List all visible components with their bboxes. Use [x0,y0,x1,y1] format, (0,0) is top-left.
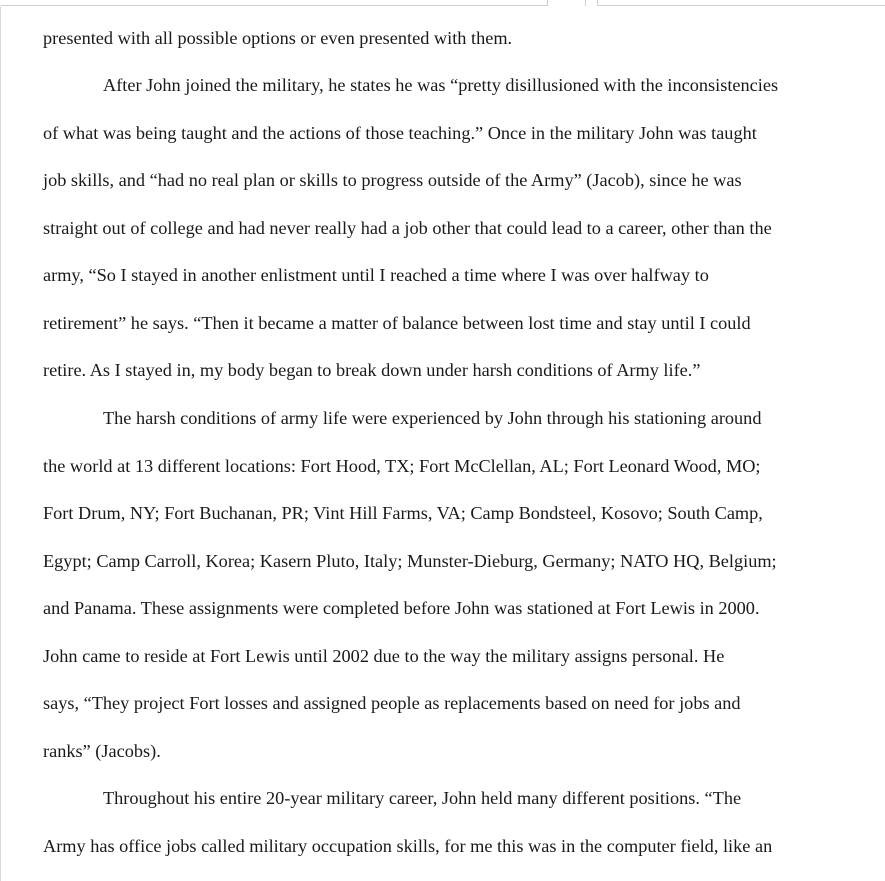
text-line: says, “They project Fort losses and assigned people as replacements based on need for jobs and [43,693,741,713]
text-line: and Panama. These assignments were completed before John was stationed at Fort Lewis in 2000. [43,598,760,618]
paragraph-first-line: After John joined the military, he states he was “pretty disillusioned with the inconsistencies [103,75,779,95]
paragraph-first-line: The harsh conditions of army life were experienced by John through his stationing around [103,408,762,428]
ruler-strip [0,0,885,6]
text-line: ranks” (Jacobs). [43,741,161,761]
text-line: army, “So I stayed in another enlistment until I reached a time where I was over halfway to [43,265,709,285]
text-line: Egypt; Camp Carroll, Korea; Kasern Pluto, Italy; Munster-Dieburg, Germany; NATO HQ, Belgium; [43,551,777,571]
page-left-edge [0,0,1,881]
ruler-tick [547,0,548,6]
ruler-line-right [598,5,885,6]
text-line: presented with all possible options or even presented with them. [43,28,513,48]
paragraph-first-line: Throughout his entire 20-year military career, John held many different positions. “The [103,788,742,808]
ruler-line-left [1,5,547,6]
text-line: retire. As I stayed in, my body began to break down under harsh conditions of Army life.” [43,360,701,380]
text-line: the world at 13 different locations: Fort Hood, TX; Fort McClellan, AL; Fort Leonard Wood, MO; [43,456,761,476]
text-line: job skills, and “had no real plan or skills to progress outside of the Army” (Jacob), since he was [43,170,742,190]
text-line: retirement” he says. “Then it became a matter of balance between lost time and stay until I could [43,313,751,333]
text-line: straight out of college and had never really had a job other that could lead to a career, other than the [43,218,772,238]
text-line: John came to reside at Fort Lewis until 2002 due to the way the military assigns personal. He [43,646,725,666]
text-line: of what was being taught and the actions of those teaching.” Once in the military John was taught [43,123,757,143]
ruler-tick [585,0,586,6]
text-line: Fort Drum, NY; Fort Buchanan, PR; Vint Hill Farms, VA; Camp Bondsteel, Kosovo; South Camp, [43,503,763,523]
text-line: Army has office jobs called military occupation skills, for me this was in the computer field, like an [43,836,773,856]
